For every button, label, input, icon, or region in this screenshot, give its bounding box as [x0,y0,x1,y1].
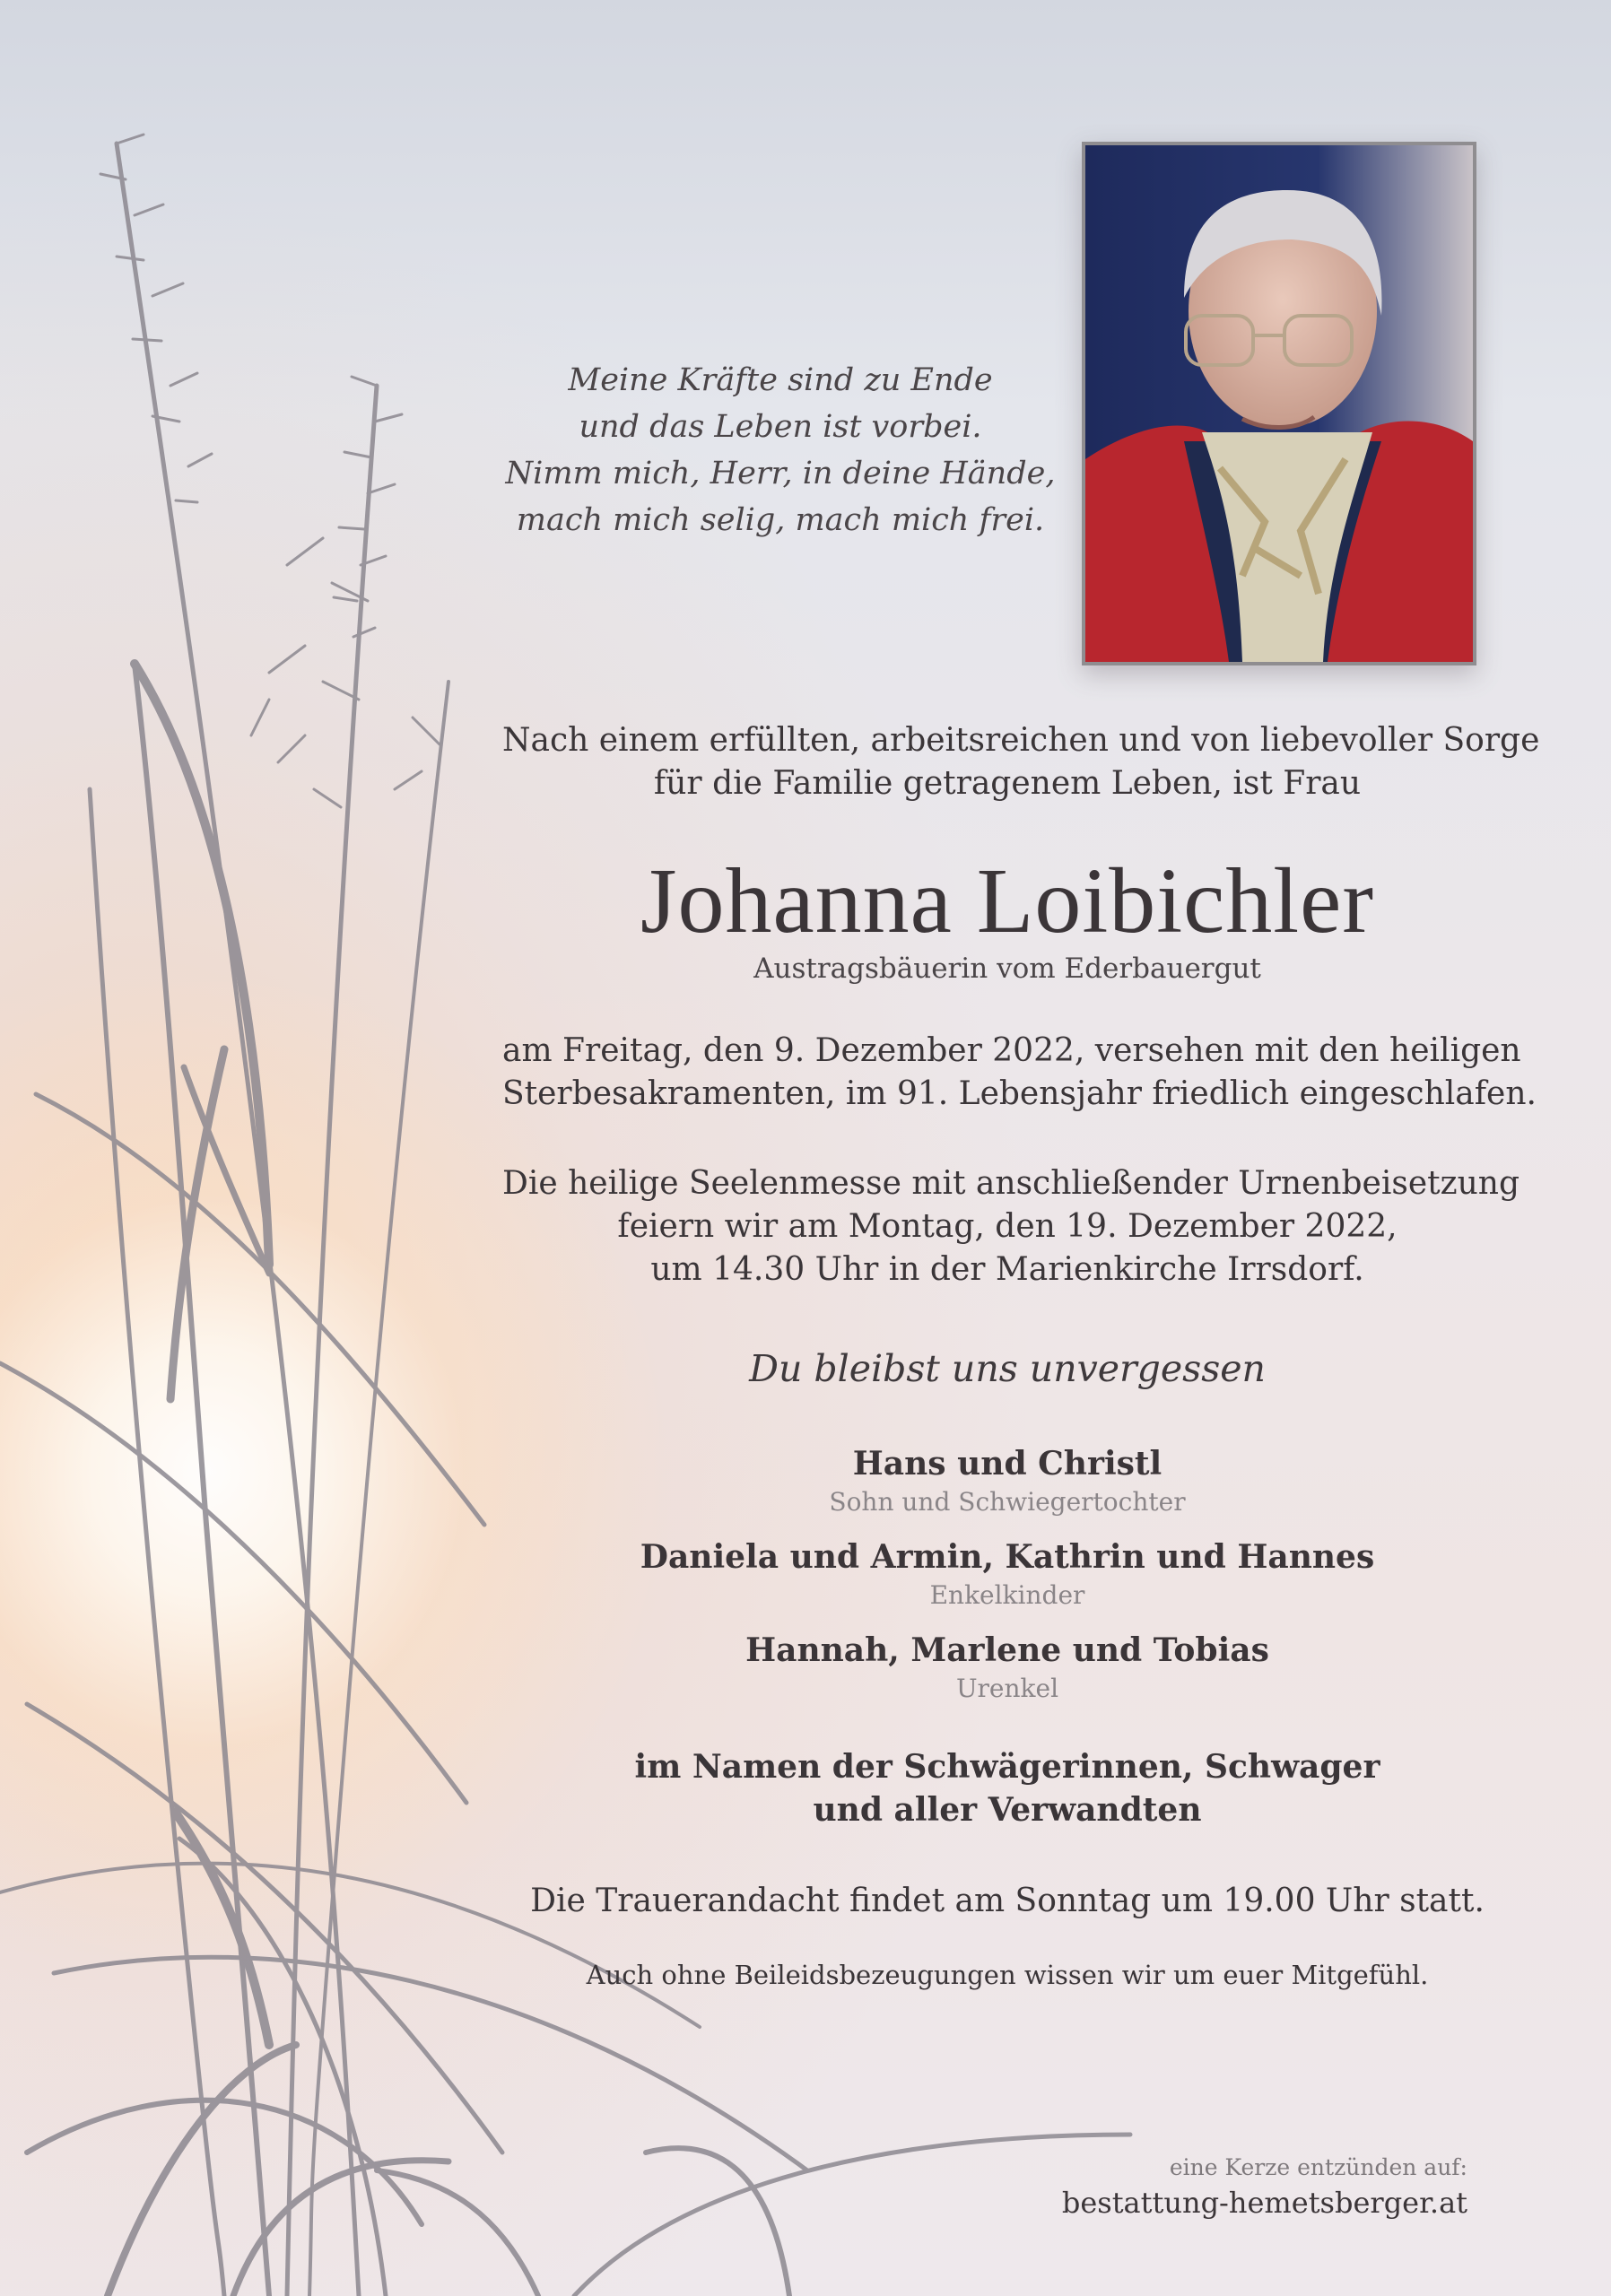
death-paragraph [502,1030,1537,1116]
family-relation: Urenkel [955,1674,1059,1703]
website-link[interactable]: bestattung-hemetsberger.at [1061,2186,1467,2220]
intro-line: für die Familie getragenem Leben, ist Frau [653,765,1362,802]
deceased-subtitle: Austragsbäuerin vom Ederbauergut [753,952,1261,985]
mass-line: Die heilige Seelenmesse mit anschließender Urnenbeisetzung [502,1165,1520,1202]
mass-line: um 14.30 Uhr in der Marienkirche Irrsdorf. [650,1251,1364,1288]
family-names: Hans und Christl [852,1445,1163,1483]
relatives-line: und aller Verwandten [813,1791,1202,1829]
footer [1062,2152,1467,2222]
mass-paragraph [502,1162,1520,1292]
poem-line: und das Leben ist vorbei. [579,409,982,445]
relatives-line: im Namen der Schwägerinnen, Schwager [634,1748,1380,1786]
family-relation: Sohn und Schwiegertochter [829,1487,1186,1517]
candle-text: eine Kerze entzünden auf: [1169,2154,1467,2180]
poem-line: Nimm mich, Herr, in deine Hände, [505,456,1056,491]
family-list [502,1442,1512,1722]
poem-line: mach mich selig, mach mich frei. [516,502,1045,538]
portrait-image [1085,145,1473,662]
intro-line: Nach einem erfüllten, arbeitsreichen und von liebevoller Sorge [502,722,1540,759]
deceased-name: Johanna Loibichler [640,849,1374,952]
condolence-note: Auch ohne Beileidsbezeugungen wissen wir um euer Mitgefühl. [586,1960,1429,1990]
vigil-notice: Die Trauerandacht findet am Sonntag um 19.00 Uhr statt. [530,1883,1485,1919]
poem-line: Meine Kräfte sind zu Ende [568,362,993,398]
family-relation: Enkelkinder [929,1580,1085,1610]
mass-line: feiern wir am Montag, den 19. Dezember 2022, [617,1208,1398,1245]
intro-paragraph [502,719,1540,805]
remember-line: Du bleibst uns unvergessen [749,1347,1266,1390]
family-names: Daniela und Armin, Kathrin und Hannes [640,1538,1375,1576]
death-line: am Freitag, den 9. Dezember 2022, versehen mit den heiligen [502,1032,1521,1069]
death-line: Sterbesakramenten, im 91. Lebensjahr friedlich eingeschlafen. [502,1075,1537,1112]
family-names: Hannah, Marlene und Tobias [745,1631,1269,1669]
relatives-mention [502,1745,1512,1831]
poem-verse [502,357,1058,544]
portrait-photo [1082,142,1476,665]
